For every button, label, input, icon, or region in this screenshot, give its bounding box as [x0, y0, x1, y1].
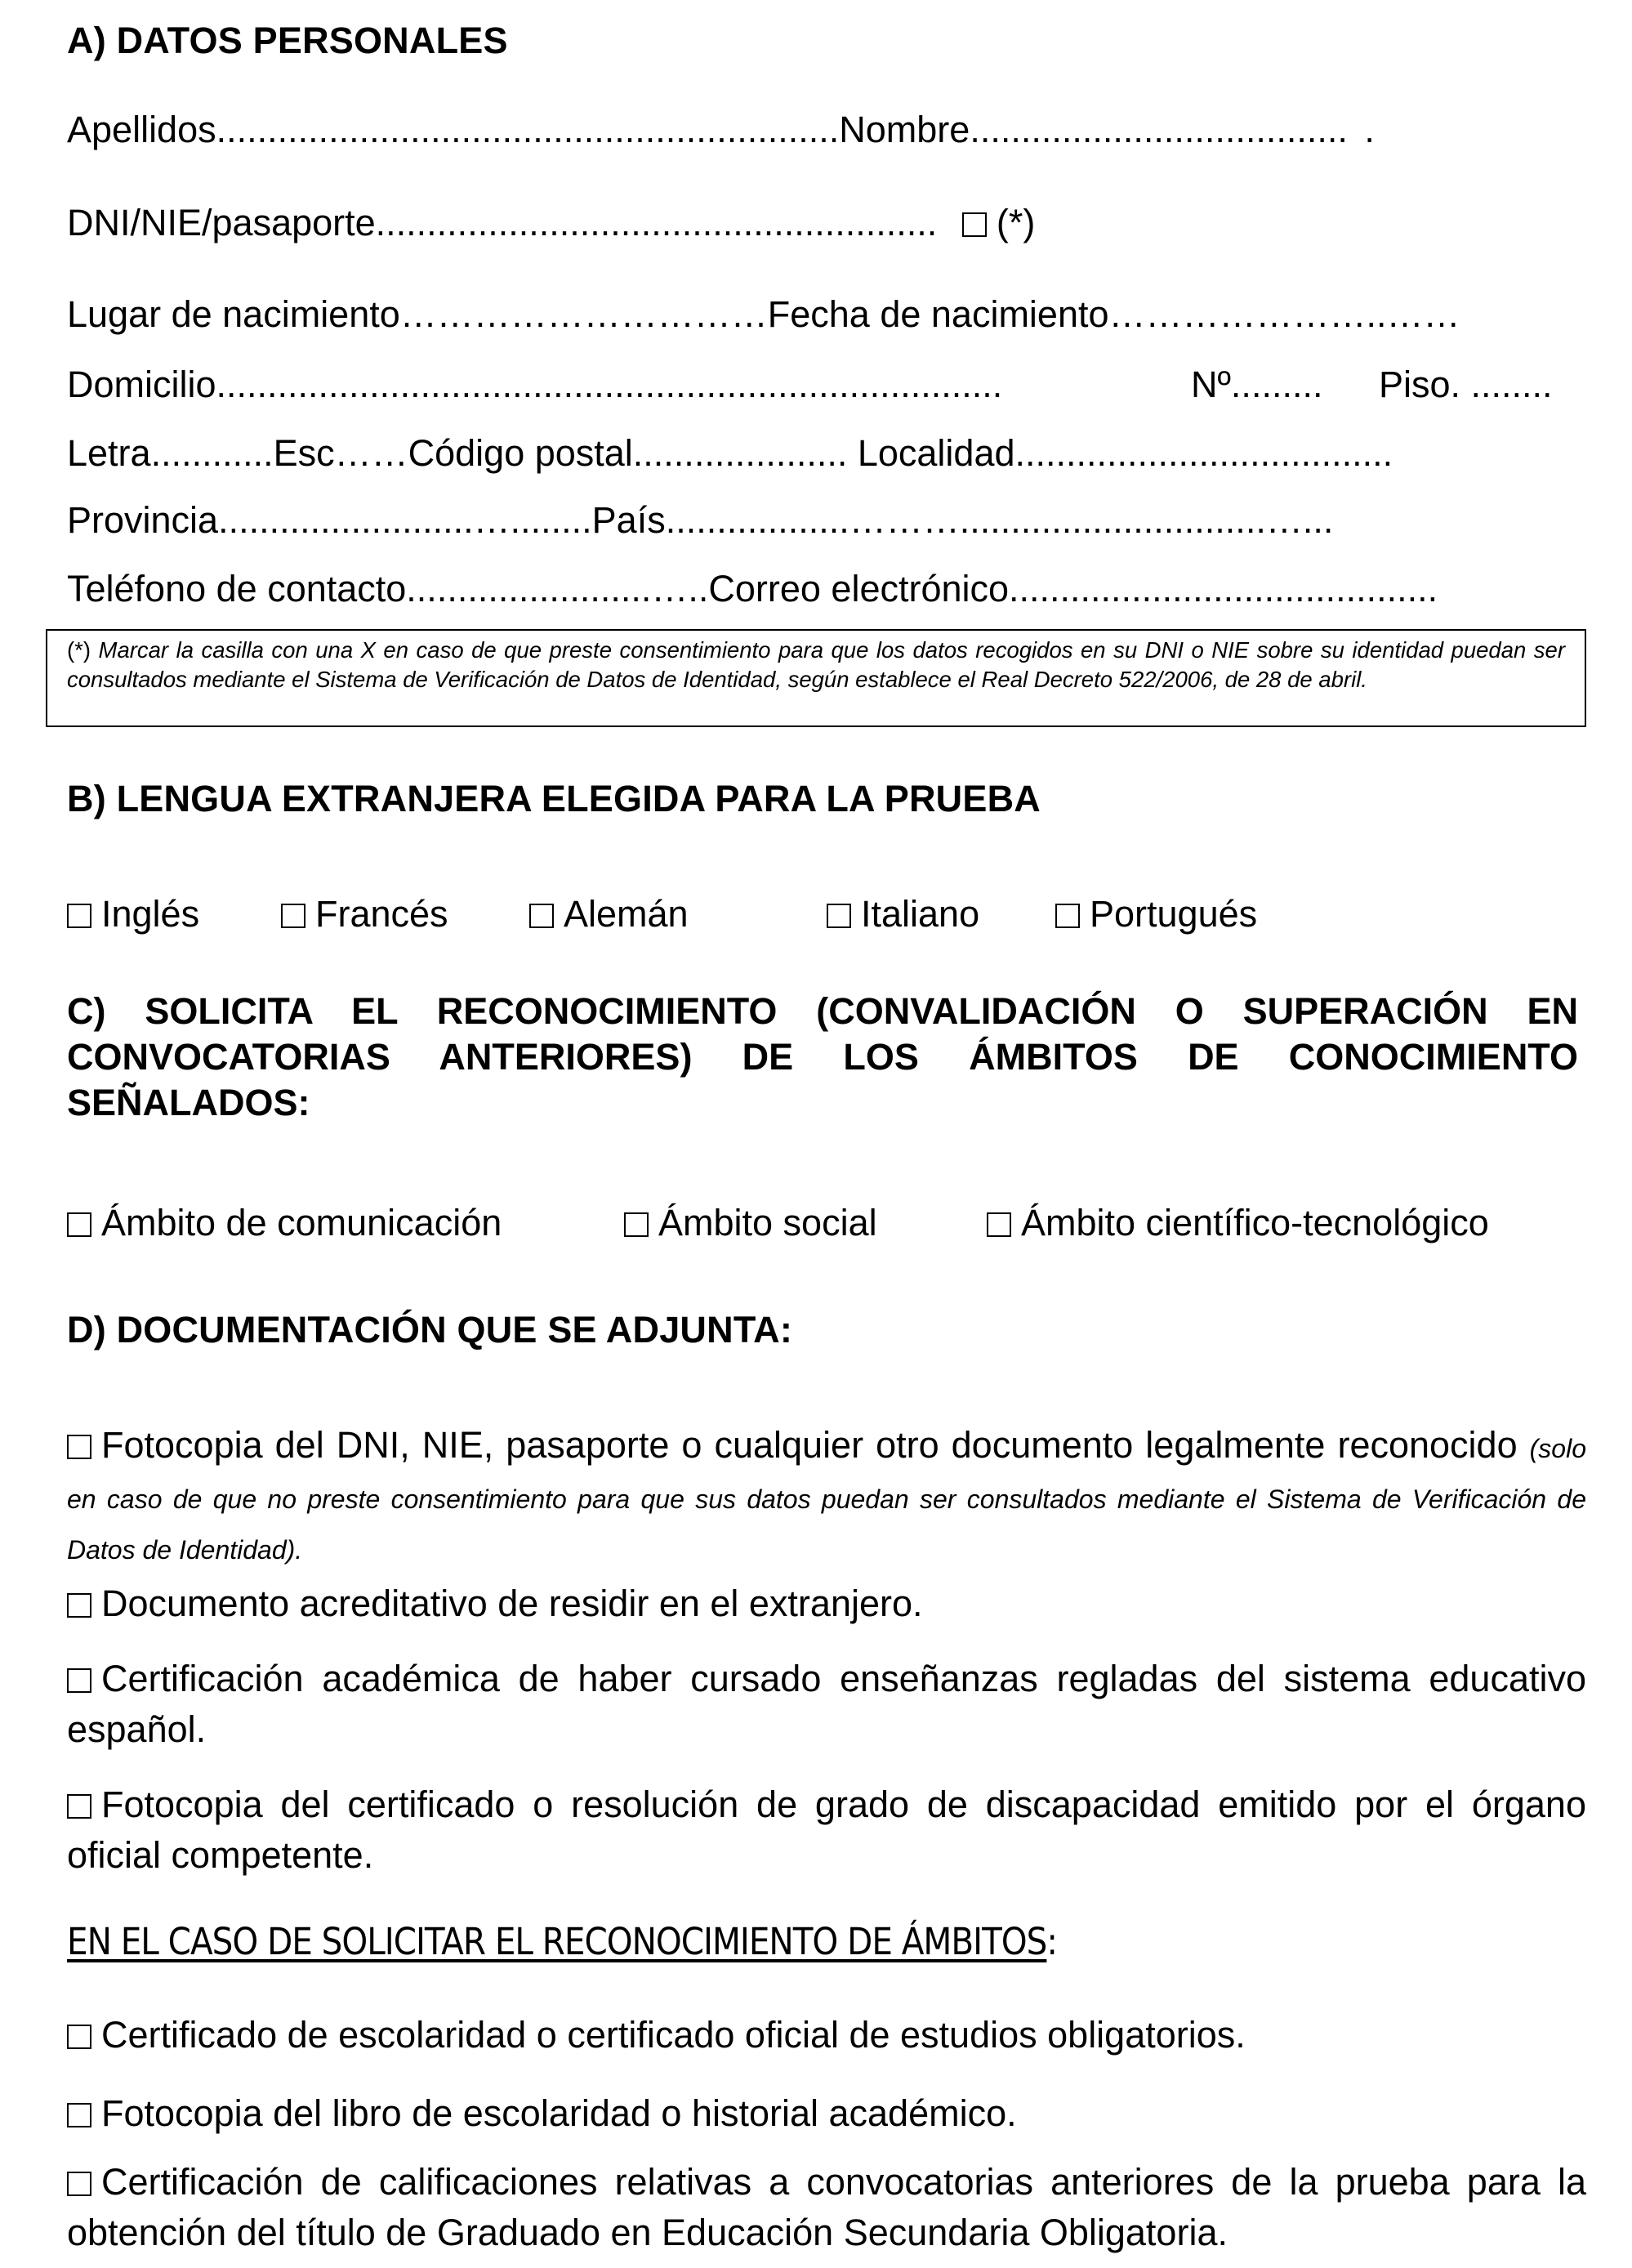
doc-checkbox-escolaridad[interactable] — [67, 2025, 91, 2049]
doc-label-escolaridad: Certificado de escolaridad o certificado oficial de estudios obligatorios. — [101, 2014, 1246, 2056]
language-label-frances: Francés — [315, 893, 448, 935]
doc-option-discapacidad[interactable] — [67, 1779, 1586, 1881]
doc-label-discapacidad: Fotocopia del certificado o resolución de grado de discapacidad emitido por el órgano oficial competente. — [67, 1784, 1586, 1876]
doc-option-escolaridad[interactable] — [67, 2010, 1586, 2060]
language-option-ingles[interactable] — [67, 893, 200, 935]
language-label-ingles: Inglés — [101, 893, 200, 935]
numero-field[interactable]: Nº......... — [1191, 364, 1323, 405]
doc-option-libro-escolaridad[interactable] — [67, 2088, 1586, 2139]
consent-note-text: Marcar la casilla con una X en caso de que preste consentimiento para que los datos recogidos en su DNI o NIE sobre su identidad puedan ser consultados mediante el Sistema de Verificación de Datos de Identidad, según establece el Real Decreto 522/2006, de 28 de abril. — [67, 637, 1565, 692]
doc-checkbox-dni[interactable] — [67, 1435, 91, 1459]
language-option-aleman[interactable] — [529, 893, 689, 935]
doc-checkbox-discapacidad[interactable] — [67, 1794, 91, 1819]
doc-label-residencia: Documento acreditativo de residir en el extranjero. — [101, 1583, 923, 1624]
section-c-heading: C) SOLICITA EL RECONOCIMIENTO (CONVALIDACIÓN O SUPERACIÓN EN CONVOCATORIAS ANTERIORES) DE LOS ÁMBITOS DE CONOCIMIENTO SEÑALADOS: — [67, 990, 1578, 1123]
ambito-label-cientifico: Ámbito científico-tecnológico — [1021, 1202, 1489, 1243]
ambito-label-social: Ámbito social — [658, 1202, 877, 1243]
telefono-correo-field[interactable]: Teléfono de contacto........................…..Correo electrónico.......................................... — [67, 568, 1438, 609]
language-label-aleman: Alemán — [564, 893, 689, 935]
doc-label-calificaciones: Certificación de calificaciones relativas a convocatorias anteriores de la prueba para la obtención del título de Graduado en Educación Secundaria Obligatoria. — [67, 2161, 1586, 2253]
consent-note-box — [46, 629, 1586, 727]
ambito-option-comunicacion[interactable] — [67, 1204, 502, 1241]
apellidos-nombre-field[interactable] — [67, 111, 1375, 148]
doc-checkbox-calificaciones[interactable] — [67, 2172, 91, 2196]
lugar-fecha-nacimiento-field[interactable]: Lugar de nacimiento…………………………Fecha de nacimiento…………………..…… — [67, 293, 1460, 335]
doc-option-certificacion-academica[interactable] — [67, 1654, 1586, 1755]
doc-checkbox-certificacion-academica[interactable] — [67, 1668, 91, 1693]
domicilio-field[interactable]: Domicilio............................................................................. — [67, 364, 1003, 405]
language-option-portugues[interactable] — [1055, 893, 1258, 935]
conditional-heading-text: EN EL CASO DE SOLICITAR EL RECONOCIMIENTO DE ÁMBITOS — [67, 1920, 1047, 1963]
language-option-italiano[interactable] — [827, 893, 980, 935]
ambito-checkbox-comunicacion[interactable] — [67, 1212, 91, 1237]
apellidos-tail: . — [1364, 109, 1375, 150]
language-checkbox-frances[interactable] — [281, 904, 305, 928]
doc-option-calificaciones[interactable] — [67, 2157, 1586, 2258]
ambito-checkbox-social[interactable] — [624, 1212, 649, 1237]
conditional-documents-heading — [67, 1920, 1057, 1963]
dni-consent-checkbox[interactable] — [962, 212, 987, 237]
language-checkbox-italiano[interactable] — [827, 904, 851, 928]
conditional-heading-colon: : — [1046, 1920, 1058, 1963]
letra-esc-cp-localidad-field[interactable]: Letra............Esc……Código postal..................... Localidad..................................... — [67, 432, 1393, 474]
language-label-portugues: Portugués — [1090, 893, 1258, 935]
doc-label-certificacion-academica: Certificación académica de haber cursado enseñanzas regladas del sistema educativo español. — [67, 1658, 1586, 1750]
apellidos-nombre-label: Apellidos.............................................................Nombre..................................... — [67, 109, 1348, 150]
dni-field[interactable] — [67, 204, 1035, 241]
ambito-label-comunicacion: Ámbito de comunicación — [101, 1202, 502, 1243]
language-option-frances[interactable] — [281, 893, 448, 935]
dni-label: DNI/NIE/pasaporte....................................................... — [67, 202, 938, 243]
language-label-italiano: Italiano — [861, 893, 980, 935]
doc-note-dni: (solo en caso de que no preste consentimiento para que sus datos puedan ser consultados mediante el Sistema de Verificación de Datos de Identidad). — [67, 1434, 1586, 1565]
doc-checkbox-residencia[interactable] — [67, 1593, 91, 1618]
doc-label-dni: Fotocopia del DNI, NIE, pasaporte o cualquier otro documento legalmente reconocido — [101, 1424, 1518, 1466]
doc-checkbox-libro-escolaridad[interactable] — [67, 2103, 91, 2127]
ambito-checkbox-cientifico[interactable] — [987, 1212, 1011, 1237]
language-checkbox-aleman[interactable] — [529, 904, 554, 928]
language-checkbox-portugues[interactable] — [1055, 904, 1080, 928]
ambito-option-social[interactable] — [624, 1204, 877, 1241]
language-checkbox-ingles[interactable] — [67, 904, 91, 928]
section-b-heading: B) LENGUA EXTRANJERA ELEGIDA PARA LA PRUEBA — [67, 778, 1041, 819]
doc-option-residencia[interactable] — [67, 1578, 1586, 1629]
section-a-heading: A) DATOS PERSONALES — [67, 20, 508, 61]
piso-field[interactable]: Piso. ........ — [1379, 364, 1553, 405]
doc-label-libro-escolaridad: Fotocopia del libro de escolaridad o historial académico. — [101, 2092, 1017, 2134]
section-d-heading: D) DOCUMENTACIÓN QUE SE ADJUNTA: — [67, 1309, 793, 1351]
provincia-pais-field[interactable]: Provincia.........................…........País..................………..............................…... — [67, 499, 1334, 541]
doc-option-dni[interactable] — [67, 1420, 1586, 1572]
dni-consent-mark: (*) — [996, 202, 1036, 243]
ambito-option-cientifico[interactable] — [987, 1204, 1489, 1241]
consent-note-prefix: (*) — [67, 637, 91, 663]
